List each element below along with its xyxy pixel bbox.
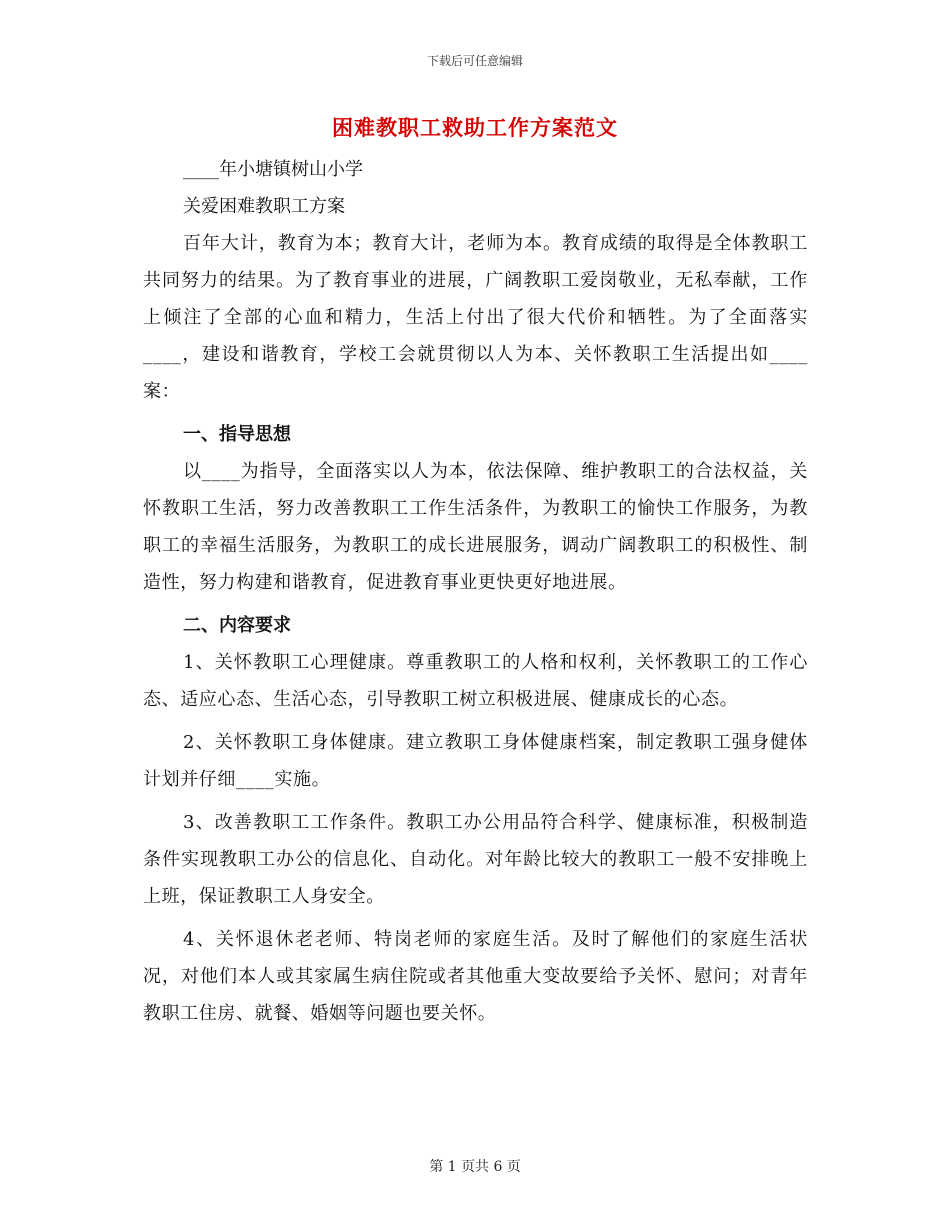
- list-item: 1、关怀教职工心理健康。尊重教职工的人格和权利，关怀教职工的工作心态、适应心态、生活心态，引导教职工树立积极进展、健康成长的心态。: [143, 652, 808, 710]
- document-subtitle: 关爱困难教职工方案: [183, 196, 345, 217]
- list-item: 3、改善教职工工作条件。教职工办公用品符合科学、健康标准，积极制造条件实现教职工办公的信息化、自动化。对年龄比较大的教职工一般不安排晚上上班，保证教职工人身安全。: [143, 812, 808, 907]
- document-title: 困难教职工救助工作方案范文: [332, 115, 618, 140]
- school-line: ____年小塘镇树山小学: [183, 159, 363, 180]
- list-item: 2、关怀教职工身体健康。建立教职工身体健康档案，制定教职工强身健体计划并仔细____实施。: [143, 732, 808, 790]
- section-heading: 二、内容要求: [183, 615, 291, 636]
- header-note: 下载后可任意编辑: [426, 54, 523, 68]
- list-item: 4、关怀退休老老师、特岗老师的家庭生活。及时了解他们的家庭生活状况，对他们本人或其家属生病住院或者其他重大变故要给予关怀、慰问；对青年教职工住房、就餐、婚姻等问题也要关怀。: [143, 929, 808, 1024]
- document-body: [143, 151, 808, 1032]
- section-paragraph: 以____为指导，全面落实以人为本，依法保障、维护教职工的合法权益，关怀教职工生活，努力改善教职工工作生活条件，为教职工的愉快工作服务，为教职工的幸福生活服务，为教职工的成长进展服务，调动广阔教职工的积极性、制造性，努力构建和谐教育，促进教育事业更快更好地进展。: [143, 461, 808, 593]
- intro-paragraph: 百年大计，教育为本；教育大计，老师为本。教育成绩的取得是全体教职工共同努力的结果。为了教育事业的进展，广阔教职工爱岗敬业，无私奉献，工作上倾注了全部的心血和精力，生活上付出了很大代价和牺牲。为了全面落实____，建设和谐教育，学校工会就贯彻以人为本、关怀教职工生活提出如____案：: [143, 233, 808, 402]
- section-heading: 一、指导思想: [183, 424, 291, 445]
- page-number: 第 1 页共 6 页: [429, 1159, 521, 1175]
